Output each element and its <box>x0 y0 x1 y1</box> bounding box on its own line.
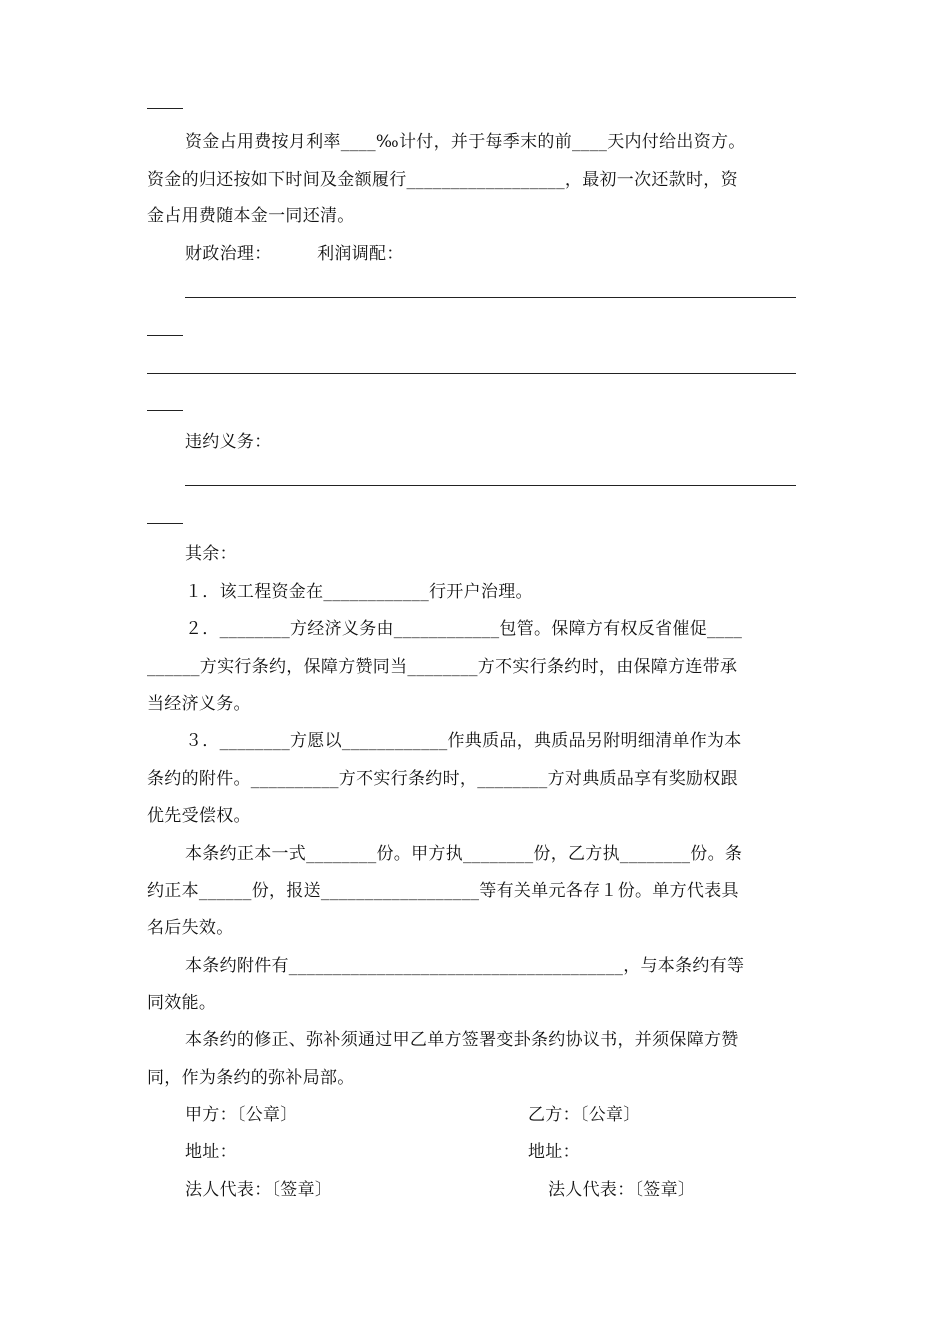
blank-line-short <box>147 410 183 411</box>
party-a-representative: 法人代表：〔签章〕 <box>185 1180 333 1200</box>
copies-line-3: 名后失效。 <box>147 918 234 938</box>
copies-line-1: 本条约正本一式________份。甲方执________份，乙方执________份。条 <box>185 844 743 864</box>
item-3-line-1: ３．________方愿以____________作典质品，典质品另附明细清单作为本 <box>185 731 742 751</box>
party-b-representative: 法人代表：〔签章〕 <box>548 1180 696 1200</box>
finance-heading: 财政治理： 利润调配： <box>185 244 404 264</box>
blank-line-short <box>147 108 183 109</box>
amendment-line-1: 本条约的修正、弥补须通过甲乙单方签署变卦条约协议书，并须保障方赞 <box>185 1030 739 1050</box>
item-2-line-3: 当经济义务。 <box>147 694 251 714</box>
amendment-line-2: 同，作为条约的弥补局部。 <box>147 1068 355 1088</box>
fee-text-3: 金占用费随本金一同还清。 <box>147 206 355 226</box>
item-1: １．该工程资金在____________行开户治理。 <box>185 582 533 602</box>
blank-line-full <box>185 297 796 298</box>
attachment-line-2: 同效能。 <box>147 993 217 1013</box>
copies-line-2: 约正本______份，报送__________________等有关单元各存１份。单方代表具 <box>147 881 739 901</box>
breach-heading: 违约义务： <box>185 432 272 452</box>
item-3-line-3: 优先受偿权。 <box>147 806 251 826</box>
other-heading: 其余： <box>185 544 237 564</box>
item-3-line-2: 条约的附件。__________方不实行条约时，________方对典质品享有奖励权跟 <box>147 769 738 789</box>
item-2-line-1: ２．________方经济义务由____________包管。保障方有权反省催促____ <box>185 619 743 639</box>
attachment-line-1: 本条约附件有______________________________________，与本条约有等 <box>185 956 745 976</box>
fee-text-2: 资金的归还按如下时间及金额履行__________________，最初一次还款时，资 <box>147 170 738 190</box>
party-a-seal: 甲方：〔公章〕 <box>185 1105 298 1125</box>
party-a-address: 地址： <box>185 1142 237 1162</box>
blank-line-short <box>147 523 183 524</box>
fee-text-1: 资金占用费按月利率____‰计付，并于每季末的前____天内付给出资方。 <box>185 132 746 152</box>
blank-line-short <box>147 335 183 336</box>
party-b-address: 地址： <box>528 1142 580 1162</box>
blank-line-full <box>147 373 796 374</box>
blank-line-full <box>185 485 796 486</box>
party-b-seal: 乙方：〔公章〕 <box>528 1105 641 1125</box>
item-2-line-2: ______方实行条约，保障方赞同当________方不实行条约时，由保障方连带承 <box>147 657 738 677</box>
